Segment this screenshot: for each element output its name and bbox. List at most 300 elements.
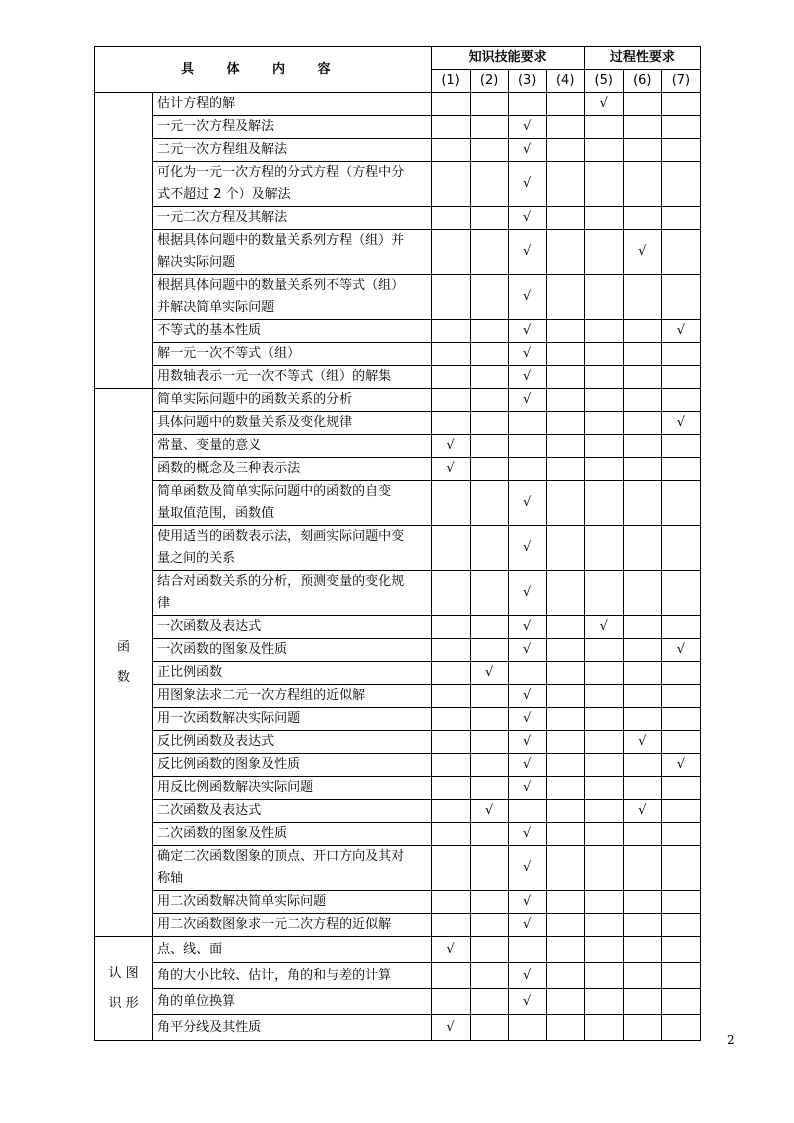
requirement-cell <box>623 481 661 526</box>
requirement-cell <box>661 366 700 389</box>
check-mark-icon: √ <box>523 757 532 772</box>
page-number: 2 <box>727 1033 735 1047</box>
requirement-cell <box>623 963 661 989</box>
requirement-cell <box>431 366 470 389</box>
requirement-cell <box>470 93 508 116</box>
requirement-cell <box>623 1015 661 1041</box>
content-item <box>153 662 431 685</box>
requirement-cell <box>508 846 546 891</box>
requirement-cell <box>661 963 700 989</box>
requirement-cell <box>431 343 470 366</box>
content-item <box>153 891 431 914</box>
check-mark-icon: √ <box>599 96 608 111</box>
requirement-cell <box>470 320 508 343</box>
requirement-cell <box>431 616 470 639</box>
requirement-cell <box>661 230 700 275</box>
requirement-cell <box>546 435 584 458</box>
content-item <box>153 93 431 116</box>
requirement-cell <box>623 891 661 914</box>
requirement-cell <box>470 754 508 777</box>
content-item-text: 用一次函数解决实际问题 <box>157 711 301 726</box>
requirement-cell <box>661 846 700 891</box>
check-mark-icon: √ <box>523 688 532 703</box>
requirement-cell <box>470 162 508 207</box>
requirement-cell <box>508 343 546 366</box>
requirement-cell <box>431 662 470 685</box>
table-row <box>95 93 701 116</box>
requirement-cell <box>508 230 546 275</box>
requirement-cell <box>623 320 661 343</box>
requirement-cell <box>661 685 700 708</box>
requirement-cell <box>546 571 584 616</box>
table-row <box>95 389 701 412</box>
requirement-cell <box>508 639 546 662</box>
table-row <box>95 891 701 914</box>
content-item-text: 二次函数的图象及性质 <box>157 826 288 841</box>
requirement-cell <box>470 275 508 320</box>
content-item <box>153 366 431 389</box>
check-mark-icon: √ <box>484 665 494 680</box>
content-item-text: 函数的概念及三种表示法 <box>157 461 301 476</box>
content-item-text: 律 <box>157 596 171 611</box>
content-item <box>153 435 431 458</box>
requirement-cell <box>546 162 584 207</box>
content-item-text: 常量、变量的意义 <box>157 438 262 453</box>
requirement-cell <box>623 639 661 662</box>
content-item-text: 正比例函数 <box>157 665 223 680</box>
check-mark-icon: √ <box>523 826 532 841</box>
table-row <box>95 320 701 343</box>
content-item-text: 点、线、面 <box>157 941 223 957</box>
check-mark-icon: √ <box>523 119 532 134</box>
check-mark-icon: √ <box>523 894 532 909</box>
requirement-cell <box>584 162 623 207</box>
content-item-text: 二元一次方程组及解法 <box>157 142 288 157</box>
requirement-cell <box>584 207 623 230</box>
requirement-cell <box>584 1015 623 1041</box>
requirement-cell <box>584 275 623 320</box>
requirement-cell <box>431 389 470 412</box>
requirement-cell <box>431 800 470 823</box>
check-mark-icon: √ <box>446 461 455 476</box>
content-item <box>153 389 431 412</box>
check-mark-icon: √ <box>523 369 532 384</box>
content-item-text: 用二次函数图象求一元二次方程的近似解 <box>157 917 392 932</box>
requirement-cell <box>623 937 661 963</box>
check-mark-icon: √ <box>523 244 532 259</box>
requirement-cell <box>661 162 700 207</box>
category-label: 函 <box>117 639 131 655</box>
requirement-cell <box>623 685 661 708</box>
requirement-cell <box>431 846 470 891</box>
requirement-cell <box>546 275 584 320</box>
content-header: 具 体 内 容 <box>95 47 432 93</box>
requirement-cell <box>546 207 584 230</box>
requirement-cell <box>623 846 661 891</box>
requirement-cell <box>546 230 584 275</box>
content-item <box>153 343 431 366</box>
content-item-text: 简单函数及简单实际问题中的函数的自变 <box>157 484 392 499</box>
requirement-cell <box>546 412 584 435</box>
table-row <box>95 800 701 823</box>
content-item-text: 二次函数及表达式 <box>157 803 262 818</box>
content-item-text: 解决实际问题 <box>157 255 236 270</box>
requirement-cell <box>546 481 584 526</box>
requirement-cell <box>661 458 700 481</box>
requirement-cell <box>623 571 661 616</box>
requirement-cell <box>546 846 584 891</box>
requirement-cell <box>661 526 700 571</box>
check-mark-icon: √ <box>523 619 532 634</box>
column-header: (7) <box>661 70 700 93</box>
requirement-cell <box>508 207 546 230</box>
requirement-cell <box>546 989 584 1015</box>
table-row <box>95 1015 701 1041</box>
requirement-cell <box>508 800 546 823</box>
content-item <box>153 230 431 275</box>
requirement-cell <box>661 800 700 823</box>
requirement-cell <box>470 207 508 230</box>
requirement-cell <box>508 963 546 989</box>
requirement-cell <box>623 989 661 1015</box>
requirement-cell <box>623 754 661 777</box>
requirement-cell <box>546 800 584 823</box>
requirement-cell <box>431 412 470 435</box>
content-item <box>153 139 431 162</box>
requirement-cell <box>661 1015 700 1041</box>
table-row <box>95 639 701 662</box>
requirement-cell <box>508 93 546 116</box>
content-item <box>153 571 431 616</box>
requirement-cell <box>661 412 700 435</box>
check-mark-icon: √ <box>599 619 608 634</box>
requirement-cell <box>623 616 661 639</box>
requirement-cell <box>431 777 470 800</box>
requirement-cell <box>584 800 623 823</box>
table-row <box>95 481 701 526</box>
table-row <box>95 777 701 800</box>
requirement-cell <box>470 366 508 389</box>
requirement-cell <box>661 662 700 685</box>
table-row <box>95 116 701 139</box>
requirement-cell <box>508 616 546 639</box>
requirement-cell <box>508 685 546 708</box>
requirement-cell <box>623 343 661 366</box>
table-row <box>95 731 701 754</box>
content-item-text: 根据具体问题中的数量关系列方程（组）并 <box>157 233 405 248</box>
requirement-cell <box>508 823 546 846</box>
requirements-table <box>94 46 701 1041</box>
content-item <box>153 777 431 800</box>
requirement-cell <box>470 412 508 435</box>
check-mark-icon: √ <box>676 757 686 772</box>
requirement-cell <box>584 230 623 275</box>
requirement-cell <box>584 989 623 1015</box>
requirement-cell <box>661 343 700 366</box>
requirement-cell <box>661 823 700 846</box>
content-item <box>153 823 431 846</box>
requirement-cell <box>584 366 623 389</box>
content-item-text: 可化为一元一次方程的分式方程（方程中分 <box>157 165 405 180</box>
requirement-cell <box>470 731 508 754</box>
content-item <box>153 639 431 662</box>
requirement-cell <box>584 139 623 162</box>
requirement-cell <box>584 526 623 571</box>
requirement-cell <box>546 708 584 731</box>
requirement-cell <box>470 937 508 963</box>
requirement-cell <box>584 963 623 989</box>
requirement-cell <box>661 275 700 320</box>
requirement-cell <box>508 320 546 343</box>
requirement-cell <box>623 412 661 435</box>
requirement-cell <box>623 162 661 207</box>
requirement-cell <box>661 320 700 343</box>
requirement-cell <box>470 823 508 846</box>
requirement-cell <box>470 914 508 937</box>
content-item <box>153 1015 431 1041</box>
requirement-cell <box>470 389 508 412</box>
requirement-cell <box>508 891 546 914</box>
requirement-cell <box>661 481 700 526</box>
requirement-cell <box>508 708 546 731</box>
requirement-cell <box>470 989 508 1015</box>
requirement-cell <box>431 162 470 207</box>
table-row <box>95 207 701 230</box>
content-item-text: 角平分线及其性质 <box>157 1019 262 1035</box>
table-row <box>95 823 701 846</box>
requirement-cell <box>546 777 584 800</box>
content-item <box>153 754 431 777</box>
requirement-cell <box>470 116 508 139</box>
requirement-cell <box>661 989 700 1015</box>
requirement-cell <box>431 823 470 846</box>
requirement-cell <box>431 275 470 320</box>
requirement-cell <box>623 662 661 685</box>
content-item-text: 根据具体问题中的数量关系列不等式（组） <box>157 278 405 293</box>
requirement-cell <box>584 412 623 435</box>
requirement-cell <box>470 777 508 800</box>
requirement-cell <box>431 435 470 458</box>
requirement-cell <box>661 708 700 731</box>
requirement-cell <box>508 754 546 777</box>
requirement-cell <box>470 639 508 662</box>
requirement-cell <box>623 389 661 412</box>
requirement-cell <box>623 275 661 320</box>
table-row <box>95 526 701 571</box>
category-label: 认 图 <box>108 965 139 981</box>
section-functions-category <box>95 389 153 937</box>
requirement-cell <box>546 891 584 914</box>
requirement-cell <box>431 230 470 275</box>
table-row <box>95 458 701 481</box>
content-item-text: 角的单位换算 <box>157 993 236 1009</box>
requirement-cell <box>584 823 623 846</box>
content-item-text: 称轴 <box>157 871 184 886</box>
requirement-cell <box>431 914 470 937</box>
knowledge-skill-header: 知识技能要求 <box>431 47 584 70</box>
requirement-cell <box>584 685 623 708</box>
requirement-cell <box>508 458 546 481</box>
check-mark-icon: √ <box>523 289 532 304</box>
requirement-cell <box>431 685 470 708</box>
requirement-cell <box>623 731 661 754</box>
table-row <box>95 343 701 366</box>
requirement-cell <box>431 731 470 754</box>
category-label: 数 <box>117 669 131 685</box>
requirement-cell <box>584 481 623 526</box>
requirement-cell <box>661 207 700 230</box>
check-mark-icon: √ <box>446 438 455 453</box>
check-mark-icon: √ <box>523 176 532 191</box>
requirement-cell <box>584 389 623 412</box>
requirement-cell <box>546 1015 584 1041</box>
content-item <box>153 846 431 891</box>
table-row <box>95 230 701 275</box>
content-item-text: 角的大小比较、估计，角的和与差的计算 <box>157 967 392 983</box>
content-item-text: 并解决简单实际问题 <box>157 300 275 315</box>
content-item-text: 解一元一次不等式（组） <box>157 346 301 361</box>
requirement-cell <box>508 526 546 571</box>
requirement-cell <box>623 458 661 481</box>
requirement-cell <box>584 320 623 343</box>
requirement-cell <box>661 389 700 412</box>
content-item <box>153 989 431 1015</box>
requirement-cell <box>470 963 508 989</box>
requirement-cell <box>508 571 546 616</box>
content-item-text: 量取值范围，函数值 <box>157 506 275 521</box>
requirement-cell <box>661 914 700 937</box>
requirement-cell <box>431 1015 470 1041</box>
content-item-text: 用反比例函数解决实际问题 <box>157 780 314 795</box>
requirement-cell <box>508 1015 546 1041</box>
check-mark-icon: √ <box>446 1019 455 1035</box>
requirement-cell <box>470 662 508 685</box>
requirement-cell <box>584 777 623 800</box>
requirement-cell <box>623 526 661 571</box>
content-item <box>153 116 431 139</box>
requirement-cell <box>470 685 508 708</box>
requirement-cell <box>623 708 661 731</box>
content-item <box>153 275 431 320</box>
content-item-text: 一元一次方程及解法 <box>157 119 275 134</box>
requirement-cell <box>623 116 661 139</box>
requirement-cell <box>584 639 623 662</box>
requirement-cell <box>431 708 470 731</box>
requirement-cell <box>661 891 700 914</box>
check-mark-icon: √ <box>638 803 647 818</box>
content-item <box>153 914 431 937</box>
requirement-cell <box>508 481 546 526</box>
requirement-cell <box>623 366 661 389</box>
requirement-cell <box>623 777 661 800</box>
requirement-cell <box>508 989 546 1015</box>
check-mark-icon: √ <box>523 346 532 361</box>
requirement-cell <box>546 116 584 139</box>
requirement-cell <box>623 93 661 116</box>
table-row <box>95 366 701 389</box>
requirement-cell <box>470 1015 508 1041</box>
requirement-cell <box>546 139 584 162</box>
requirement-cell <box>584 571 623 616</box>
category-label: 识 形 <box>108 995 139 1011</box>
requirement-cell <box>470 891 508 914</box>
requirement-cell <box>508 389 546 412</box>
check-mark-icon: √ <box>676 323 686 338</box>
requirement-cell <box>508 366 546 389</box>
requirement-cell <box>508 412 546 435</box>
requirement-cell <box>431 458 470 481</box>
check-mark-icon: √ <box>523 917 532 932</box>
check-mark-icon: √ <box>523 323 532 338</box>
check-mark-icon: √ <box>676 415 686 430</box>
content-item <box>153 481 431 526</box>
requirement-cell <box>546 937 584 963</box>
table-row <box>95 435 701 458</box>
requirement-cell <box>508 435 546 458</box>
requirement-cell <box>508 731 546 754</box>
content-item-text: 具体问题中的数量关系及变化规律 <box>157 415 353 430</box>
content-item-text: 一次函数的图象及性质 <box>157 642 288 657</box>
requirement-cell <box>470 800 508 823</box>
table-row <box>95 937 701 963</box>
table-row <box>95 139 701 162</box>
check-mark-icon: √ <box>523 967 532 983</box>
requirement-cell <box>661 937 700 963</box>
section-geometry-category <box>95 937 153 1041</box>
table-row <box>95 963 701 989</box>
requirement-cell <box>470 571 508 616</box>
check-mark-icon: √ <box>638 244 647 259</box>
requirement-cell <box>661 435 700 458</box>
content-item-text: 用二次函数解决简单实际问题 <box>157 894 327 909</box>
requirement-cell <box>584 891 623 914</box>
check-mark-icon: √ <box>676 642 686 657</box>
check-mark-icon: √ <box>638 734 647 749</box>
requirement-cell <box>584 731 623 754</box>
check-mark-icon: √ <box>523 392 532 407</box>
content-item <box>153 937 431 963</box>
requirement-cell <box>546 93 584 116</box>
requirement-cell <box>431 891 470 914</box>
content-item-text: 式不超过 2 个）及解法 <box>157 187 291 202</box>
requirement-cell <box>431 116 470 139</box>
content-item <box>153 162 431 207</box>
requirement-cell <box>661 754 700 777</box>
requirement-cell <box>431 963 470 989</box>
content-item-text: 一次函数及表达式 <box>157 619 262 634</box>
column-header: (5) <box>584 70 623 93</box>
requirement-cell <box>431 639 470 662</box>
requirement-cell <box>431 207 470 230</box>
requirement-cell <box>661 93 700 116</box>
table-row <box>95 616 701 639</box>
requirement-cell <box>431 526 470 571</box>
content-item-text: 确定二次函数图象的顶点、开口方向及其对 <box>157 849 405 864</box>
check-mark-icon: √ <box>446 941 455 957</box>
requirement-cell <box>546 639 584 662</box>
table-row <box>95 708 701 731</box>
check-mark-icon: √ <box>523 210 532 225</box>
requirement-cell <box>584 116 623 139</box>
requirement-cell <box>584 616 623 639</box>
requirement-cell <box>661 639 700 662</box>
requirement-cell <box>661 731 700 754</box>
requirement-cell <box>508 275 546 320</box>
requirement-cell <box>584 93 623 116</box>
requirement-cell <box>470 616 508 639</box>
requirement-cell <box>584 846 623 891</box>
requirement-cell <box>623 230 661 275</box>
